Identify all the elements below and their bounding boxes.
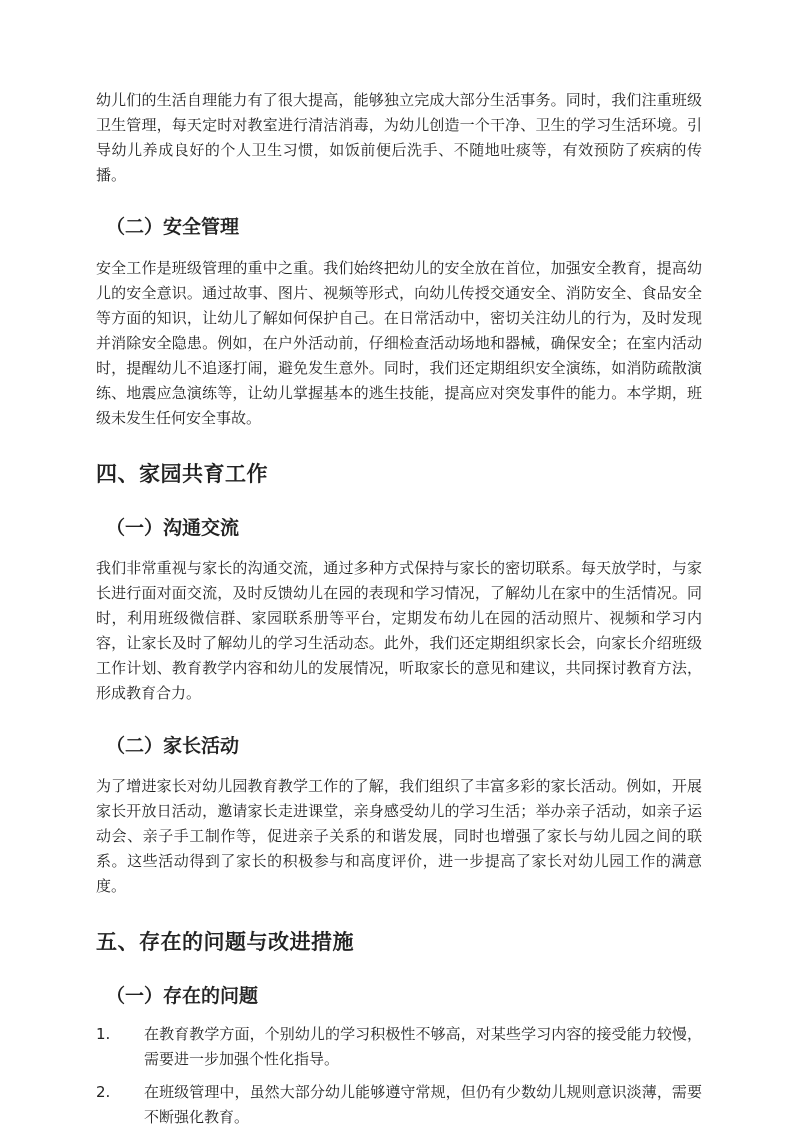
heading-home-school-cooperation: 四、家园共育工作 [96, 462, 268, 486]
list-item-number: 1. [96, 1025, 111, 1043]
safety-paragraph: 安全工作是班级管理的重中之重。我们始终把幼儿的安全放在首位，加强安全教育，提高幼儿的安全意识。通过故事、图片、视频等形式，向幼儿传授交通安全、消防安全、食品安全等方面的知识，让幼儿了解如何保护自己。在日常活动中，密切关注幼儿的行为，及时发现并消除安全隐患。例如，在户外活动前，仔细检查活动场地和器械，确保安全；在室内活动时，提醒幼儿不追逐打闹，避免发生意外。同时，我们还定期组织安全演练，如消防疏散演练、地震应急演练等，让幼儿掌握基本的逃生技能，提高应对突发事件的能力。本学期，班级未发生任何安全事故。 [96, 259, 702, 427]
parent-activities-paragraph: 为了增进家长对幼儿园教育教学工作的了解，我们组织了丰富多彩的家长活动。例如，开展家长开放日活动，邀请家长走进课堂，亲身感受幼儿的学习生活；举办亲子活动，如亲子运动会、亲子手工制作等，促进亲子关系的和谐发展，同时也增强了家长与幼儿园之间的联系。这些活动得到了家长的积极参与和高度评价，进一步提高了家长对幼儿园工作的满意度。 [96, 777, 702, 895]
communication-paragraph: 我们非常重视与家长的沟通交流，通过多种方式保持与家长的密切联系。每天放学时，与家长进行面对面交流，及时反馈幼儿在园的表现和学习情况，了解幼儿在家中的生活情况。同时，利用班级微信群、家园联系册等平台，定期发布幼儿在园的活动照片、视频和学习内容，让家长及时了解幼儿的学习生活动态。此外，我们还定期组织家长会，向家长介绍班级工作计划、教育教学内容和幼儿的发展情况，听取家长的意见和建议，共同探讨教育方法，形成教育合力。 [96, 559, 702, 702]
heading-safety-management: （二）安全管理 [106, 216, 240, 238]
heading-parent-activities: （二）家长活动 [106, 735, 240, 757]
document-page [96, 88, 702, 1130]
list-item-text: 在班级管理中，虽然大部分幼儿能够遵守常规，但仍有少数幼儿规则意识淡薄，需要不断强化教育。 [144, 1083, 702, 1126]
heading-communication: （一）沟通交流 [106, 517, 240, 539]
problems-list [96, 1022, 702, 1130]
heading-existing-problems: （一）存在的问题 [106, 985, 259, 1007]
intro-paragraph: 幼儿们的生活自理能力有了很大提高，能够独立完成大部分生活事务。同时，我们注重班级卫生管理，每天定时对教室进行清洁消毒，为幼儿创造一个干净、卫生的学习生活环境。引导幼儿养成良好的个人卫生习惯，如饭前便后洗手、不随地吐痰等，有效预防了疾病的传播。 [96, 91, 702, 184]
heading-problems-and-improvements: 五、存在的问题与改进措施 [96, 930, 354, 954]
list-item [96, 1022, 702, 1072]
list-item-number: 2. [96, 1083, 111, 1101]
list-item-text: 在教育教学方面，个别幼儿的学习积极性不够高，对某些学习内容的接受能力较慢，需要进一步加强个性化指导。 [144, 1025, 702, 1068]
